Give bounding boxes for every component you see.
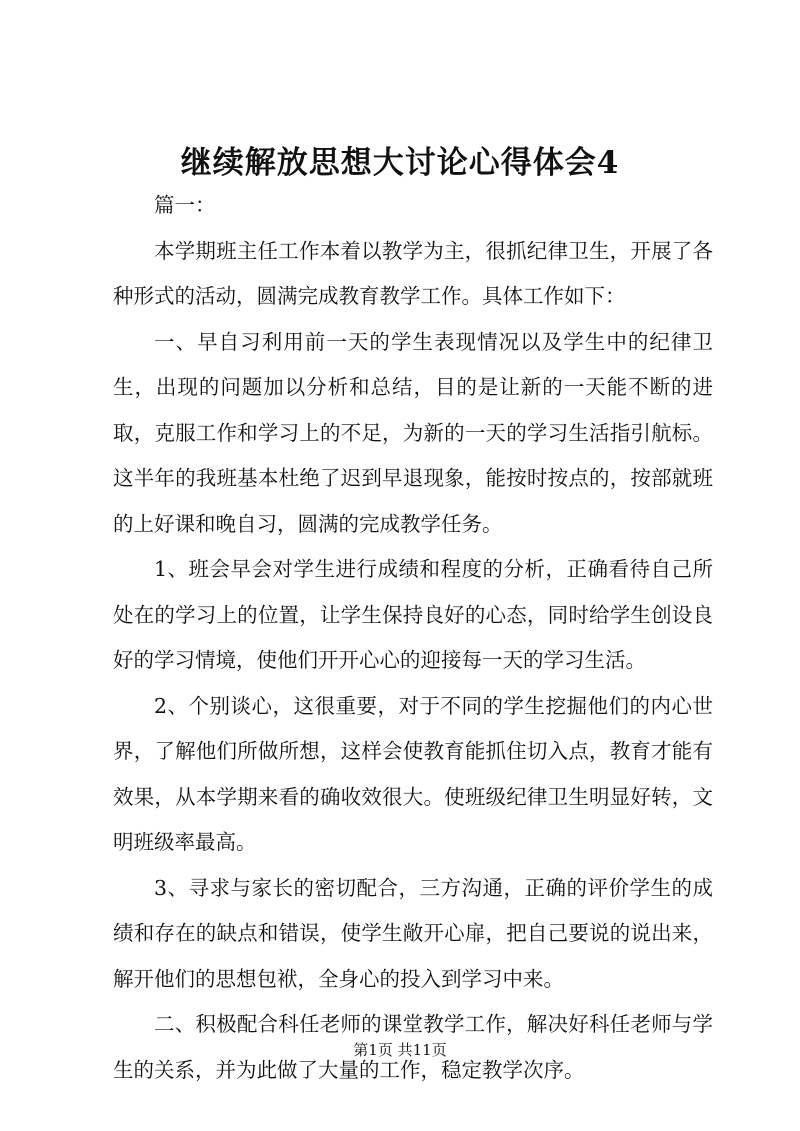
body-paragraph: 二、积极配合科任老师的课堂教学工作，解决好科任老师与学生的关系，并为此做了大量的工作，稳定教学次序。 [113, 1012, 713, 1082]
body-paragraph: 本学期班主任工作本着以教学为主，很抓纪律卫生，开展了各种形式的活动，圆满完成教育教学工作。具体工作如下： [113, 238, 713, 308]
section-heading: 篇一： [154, 193, 216, 217]
page-number-footer: 第1页 共11页 [353, 1041, 447, 1059]
body-paragraph: 2、个别谈心，这很重要，对于不同的学生挖掘他们的内心世界，了解他们所做所想，这样会使教育能抓住切入点，教育才能有效果，从本学期来看的确收效很大。使班级纪律卫生明显好转，文明班级率最高。 [113, 693, 713, 854]
body-paragraph: 1、班会早会对学生进行成绩和程度的分析，正确看待自己所处在的学习上的位置，让学生保持良好的心态，同时给学生创设良好的学习情境，使他们开开心心的迎接每一天的学习生活。 [113, 557, 713, 672]
document-title: 继续解放思想大讨论心得体会4 [180, 145, 620, 181]
document-body [113, 183, 713, 1093]
body-paragraph: 一、早自习利用前一天的学生表现情况以及学生中的纪律卫生，出现的问题加以分析和总结，目的是让新的一天能不断的进取，克服工作和学习上的不足，为新的一天的学习生活指引航标。这半年的我班基本杜绝了迟到早退现象，能按时按点的，按部就班的上好课和晚自习，圆满的完成教学任务。 [113, 329, 713, 536]
body-paragraph: 3、寻求与家长的密切配合，三方沟通，正确的评价学生的成绩和存在的缺点和错误，使学生敞开心扉，把自己要说的说出来，解开他们的思想包袱，全身心的投入到学习中来。 [113, 875, 713, 991]
